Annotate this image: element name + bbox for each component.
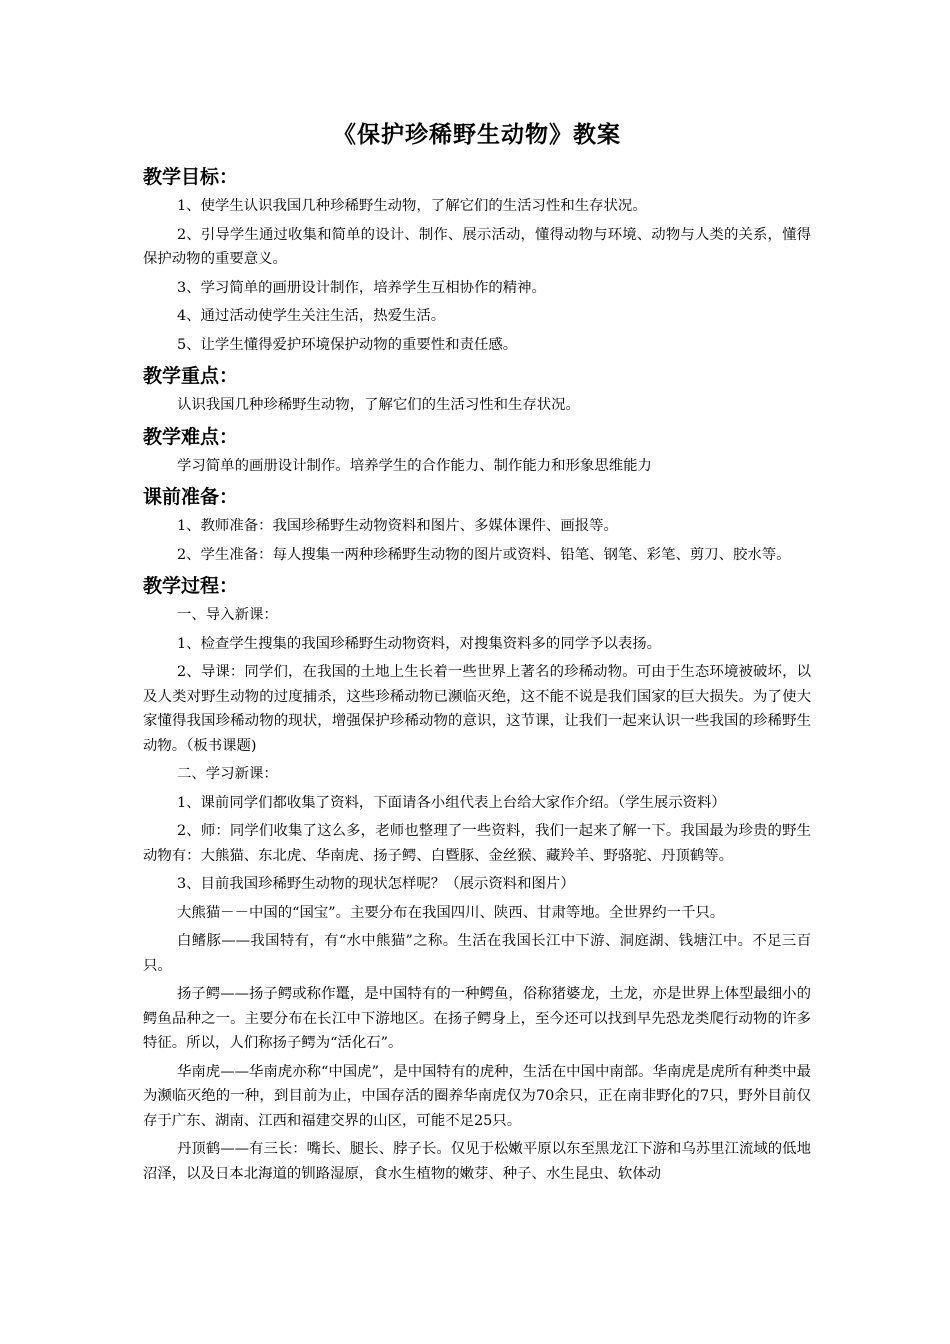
section-objectives — [143, 162, 811, 357]
process-paragraph: 二、学习新课： — [177, 766, 278, 782]
section-preparation — [143, 482, 811, 567]
animal-paragraph: 大熊猫－－中国的“国宝”。主要分布在我国四川、陕西、甘肃等地。全世界约一千只。 — [177, 904, 725, 921]
process-paragraph: 1、课前同学们都收集了资料，下面请各小组代表上台给大家作介绍。（学生展示资料） — [177, 794, 726, 811]
section-process — [143, 571, 811, 1186]
process-paragraph: 1、检查学生搜集的我国珍稀野生动物资料，对搜集资料多的同学予以表扬。 — [177, 635, 662, 652]
section-heading: 教学重点： — [143, 365, 239, 387]
section-heading: 教学目标： — [143, 166, 239, 188]
section-heading: 课前准备： — [143, 486, 239, 508]
process-paragraph: 2、师：同学们收集了这么多，老师也整理了一些资料，我们一起来了解一下。我国最为珍贵的野生动物有：大熊猫、东北虎、华南虎、扬子鳄、白暨豚、金丝猴、藏羚羊、野骆驼、丹顶鹤等。 — [143, 823, 811, 864]
objective-item: 3、学习简单的画册设计制作，培养学生互相协作的精神。 — [177, 279, 546, 296]
section-heading: 教学难点： — [143, 425, 239, 448]
process-paragraph: 一、导入新课： — [177, 607, 278, 623]
preparation-item: 2、学生准备：每人搜集一两种珍稀野生动物的图片或资料、铅笔、钢笔、彩笔、剪刀、胶水等。 — [177, 546, 791, 563]
animal-paragraph: 丹顶鹤——有三长：嘴长、腿长、脖子长。仅见于松嫩平原以东至黑龙江下游和乌苏里江流域的低地沼泽，以及日本北海道的钏路湿原，食水生植物的嫩芽、种子、水生昆虫、软体动 — [143, 1141, 811, 1182]
key-points-text: 认识我国几种珍稀野生动物，了解它们的生活习性和生存状况。 — [177, 397, 580, 413]
document-body — [143, 118, 811, 1190]
objective-item: 1、使学生认识我国几种珍稀野生动物，了解它们的生活习性和生存状况。 — [177, 198, 647, 214]
preparation-item: 1、教师准备：我国珍稀野生动物资料和图片、多媒体课件、画报等。 — [177, 518, 618, 534]
section-heading: 教学过程： — [143, 575, 239, 597]
process-paragraph: 3、目前我国珍稀野生动物的现状怎样呢？（展示资料和图片） — [177, 876, 575, 892]
section-difficulties — [143, 422, 811, 479]
objective-item: 5、让学生懂得爱护环境保护动物的重要性和责任感。 — [177, 336, 518, 353]
section-key-points — [143, 361, 811, 418]
document-title: 《保护珍稀野生动物》教案 — [333, 122, 621, 148]
objective-item: 4、通过活动使学生关注生活，热爱生活。 — [177, 308, 446, 324]
process-paragraph: 2、导课：同学们，在我国的土地上生长着一些世界上著名的珍稀动物。可由于生态环境被破坏，以及人类对野生动物的过度捕杀，这些珍稀动物已濒临灭绝，这不能不说是我们国家的巨大损失。为了使大家懂得我国珍稀动物的现状，增强保护珍稀动物的意识，这节课，让我们一起来认识一些我国的珍稀野生动物。（板书课题) — [143, 664, 811, 754]
animal-paragraph: 扬子鳄——扬子鳄或称作鼍，是中国特有的一种鳄鱼，俗称猪婆龙，土龙，亦是世界上体型最细小的鳄鱼品种之一。主要分布在长江中下游地区。在扬子鳄身上，至今还可以找到早先恐龙类爬行动物的许多特征。所以，人们称扬子鳄为“活化石”。 — [143, 986, 811, 1051]
animal-paragraph: 华南虎——华南虎亦称“中国虎”，是中国特有的虎种，生活在中国中南部。华南虎是虎所有种类中最为濒临灭绝的一种，到目前为止，中国存活的圈养华南虎仅为70余只，正在南非野化的7只，野外目前仅存于广东、湖南、江西和福建交界的山区，可能不足25只。 — [143, 1063, 811, 1129]
difficulties-text: 学习简单的画册设计制作。培养学生的合作能力、制作能力和形象思维能力 — [177, 457, 652, 474]
objective-item: 2、引导学生通过收集和简单的设计、制作、展示活动，懂得动物与环境、动物与人类的关系，懂得保护动物的重要意义。 — [143, 226, 811, 267]
animal-paragraph: 白鳍豚——我国特有，有“水中熊猫”之称。生活在我国长江中下游、洞庭湖、钱塘江中。不足三百只。 — [143, 933, 811, 974]
